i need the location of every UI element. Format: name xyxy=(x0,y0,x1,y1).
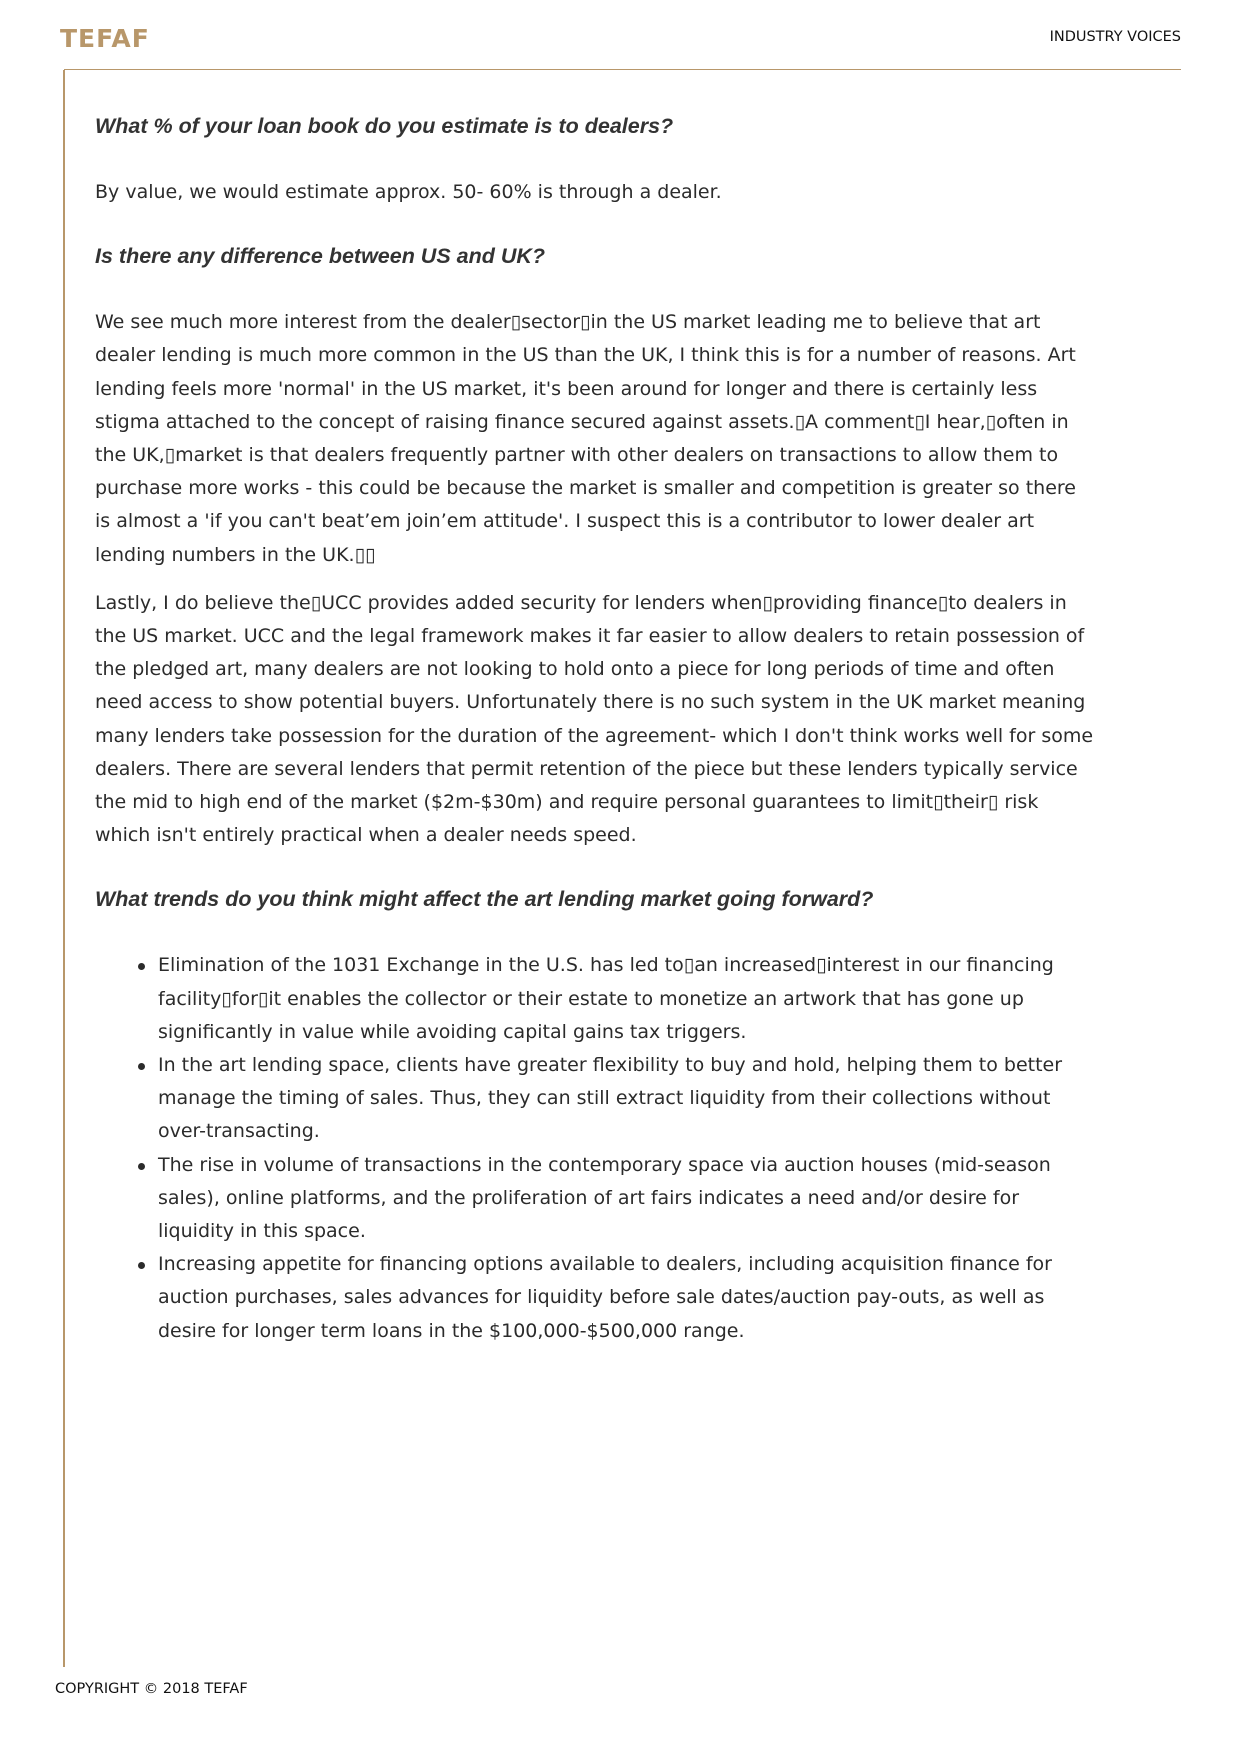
list-item-text: Increasing appetite for financing options available to dealers, including acquisition finance for auction purchases, sales advances for liquidity before sale dates/auction pay-outs, as well as desire for longer term loans in the $100,000-$500,000 range. xyxy=(158,1253,1052,1342)
bullet-icon xyxy=(138,1163,145,1170)
answer-us-uk-paragraph-1: We see much more interest from the dealer▯sector▯in the US market leading me to believe that art dealer lending is much more common in the US than the UK, I think this is for a number of reasons. Art lending feels more 'normal' in the US market, it's been around for longer and there is certainly less stigma attached to the concept of raising finance secured against assets.▯A comment▯I hear,▯often in the UK,▯market is that dealers frequently partner with other dealers on transactions to allow them to purchase more works - this could be because the market is smaller and competition is greater so there is almost a 'if you can't beat’em join’em attitude'. I suspect this is a contributor to lower dealer art lending numbers in the UK.▯▯ xyxy=(95,311,1076,566)
left-accent-rule xyxy=(63,70,65,1667)
copyright-footer: COPYRIGHT © 2018 TEFAF xyxy=(55,1681,248,1697)
article-body xyxy=(95,108,1095,1348)
question-trends: What trends do you think might affect the art lending market going forward? xyxy=(95,887,874,912)
list-item xyxy=(95,1149,1095,1249)
list-item xyxy=(95,1248,1095,1348)
list-item xyxy=(95,949,1095,1049)
list-item-text: In the art lending space, clients have greater flexibility to buy and hold, helping them to better manage the timing of sales. Thus, they can still extract liquidity from their collections without over-transacting. xyxy=(158,1054,1063,1143)
question-loan-book: What % of your loan book do you estimate is to dealers? xyxy=(95,114,674,138)
answer-us-uk-paragraph-2: Lastly, I do believe the▯UCC provides added security for lenders when▯providing finance▯to dealers in the US market. UCC and the legal framework makes it far easier to allow dealers to retain possession of the pledged art, many dealers are not looking to hold onto a piece for long periods of time and often need access to show potential buyers. Unfortunately there is no such system in the UK market meaning many lenders take possession for the duration of the agreement- which I don't think works well for some dealers. There are several lenders that permit retention of the piece but these lenders typically service the mid to high end of the market ($2m-$30m) and require personal guarantees to limit▯their▯ risk which isn't entirely practical when a dealer needs speed. xyxy=(95,591,1094,847)
question-us-uk-difference: Is there any difference between US and UK? xyxy=(95,244,546,269)
list-item-text: Elimination of the 1031 Exchange in the U.S. has led to▯an increased▯interest in our financing facility▯for▯it enables the collector or their estate to monetize an artwork that has gone up significantly in value while avoiding capital gains tax triggers. xyxy=(158,954,1054,1043)
list-item-text: The rise in volume of transactions in the contemporary space via auction houses (mid-season sales), online platforms, and the proliferation of art fairs indicates a need and/or desire for liquidity in this space. xyxy=(158,1153,1051,1243)
answer-loan-book: By value, we would estimate approx. 50- 60% is through a dealer. xyxy=(95,181,722,203)
trends-list xyxy=(95,949,1095,1347)
section-label: INDUSTRY VOICES xyxy=(1049,29,1181,45)
list-item xyxy=(95,1049,1095,1149)
bullet-icon xyxy=(138,1063,145,1070)
tefaf-logo: TEFAF xyxy=(60,24,150,53)
header-divider xyxy=(64,69,1181,70)
bullet-icon xyxy=(138,963,145,970)
bullet-icon xyxy=(138,1262,145,1269)
